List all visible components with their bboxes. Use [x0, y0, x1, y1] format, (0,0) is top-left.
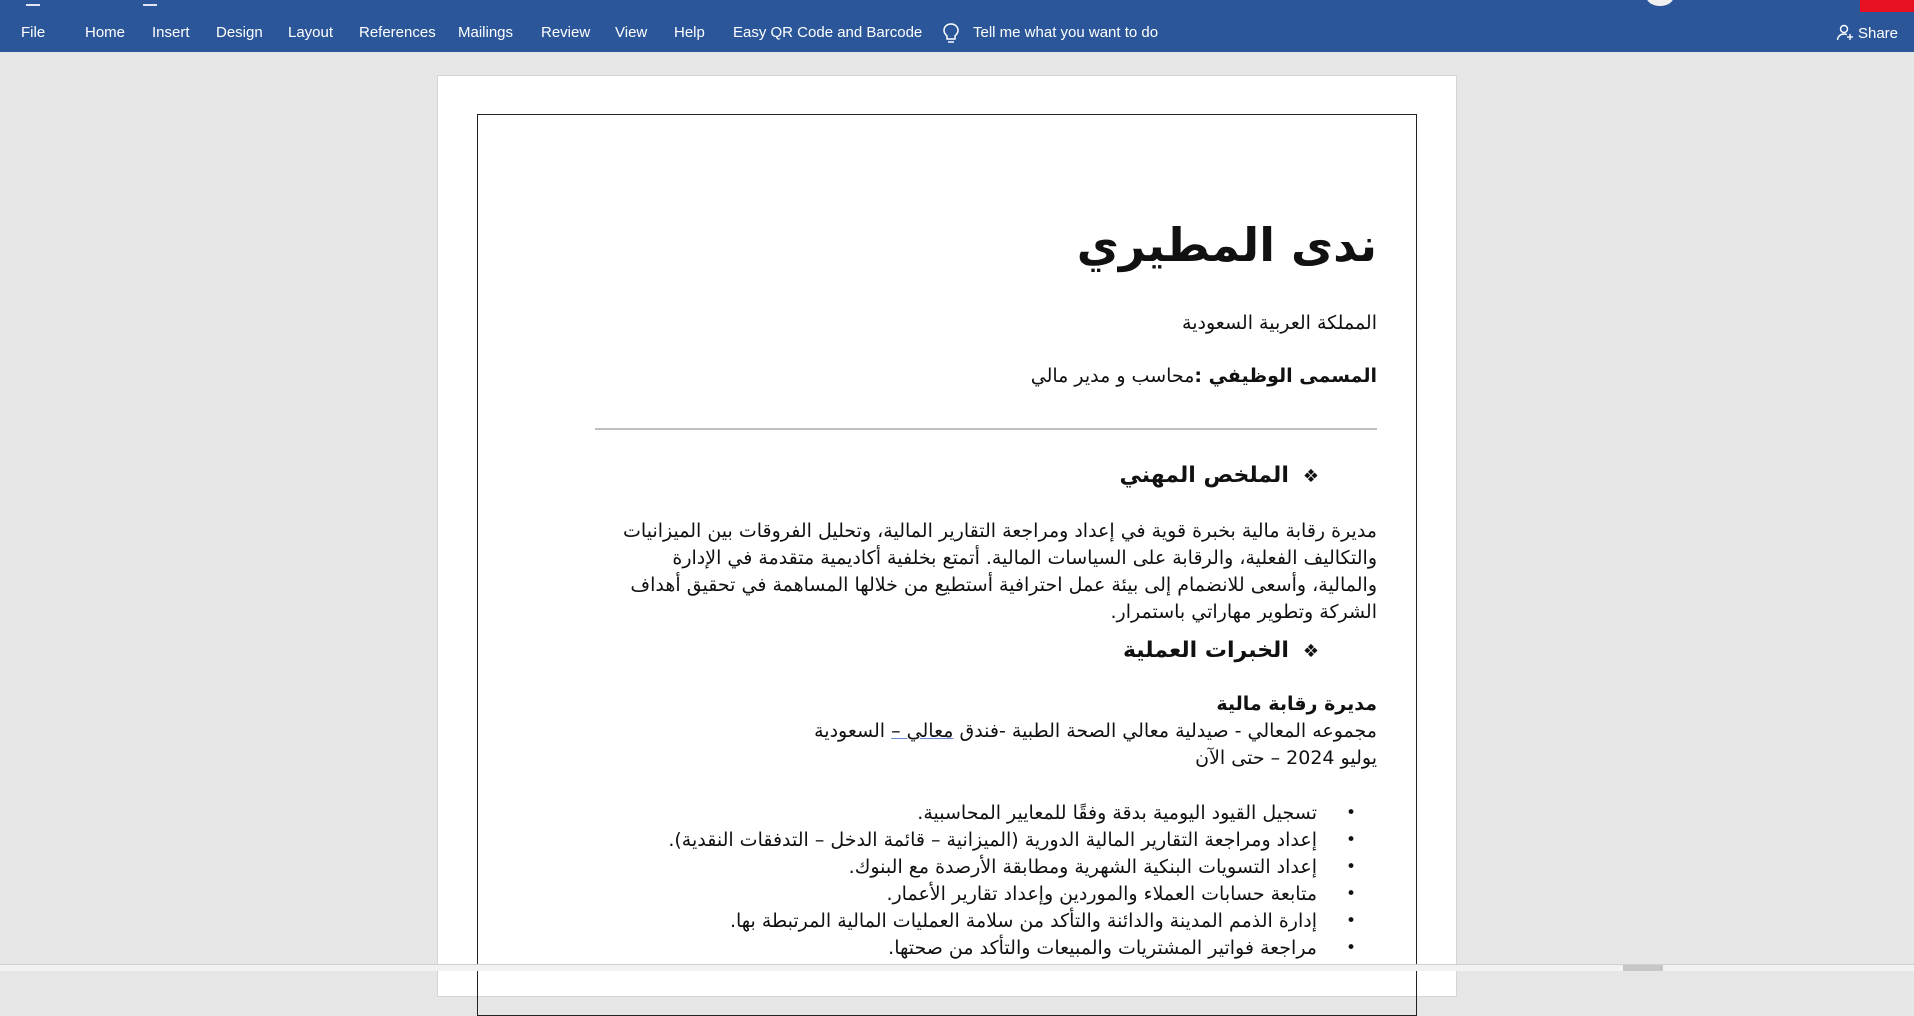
tab-layout[interactable]: Layout: [288, 24, 334, 41]
save-icon[interactable]: [26, 0, 40, 6]
tell-me-search[interactable]: Tell me what you want to do: [973, 24, 1159, 41]
tab-file[interactable]: File: [21, 24, 46, 41]
redo-icon[interactable]: [104, 0, 118, 6]
horizontal-divider: [595, 428, 1377, 430]
table-icon[interactable]: [143, 0, 157, 6]
experience-heading: [1123, 638, 1319, 663]
share-label: Share: [1857, 25, 1898, 42]
page-border: [477, 114, 1417, 1016]
tab-references[interactable]: References: [359, 24, 436, 41]
company-prefix: مجموعه المعالي - صيدلية معالي الصحة الطبية -فندق: [953, 720, 1377, 742]
list-item: • متابعة حسابات العملاء والموردين وإعداد تقارير الأعمار.: [668, 881, 1377, 908]
resume-name: ندى المطيري: [1076, 218, 1377, 272]
lightbulb-icon: [941, 22, 961, 46]
summary-heading: [1119, 463, 1319, 488]
quick-access-toolbar: [0, 0, 1914, 6]
list-item: • إعداد ومراجعة التقارير المالية الدورية (الميزانية – قائمة الدخل – التدفقات النقدية).: [668, 827, 1377, 854]
ribbon-tab-bar: [0, 0, 1914, 52]
list-item: • تسجيل القيود اليومية بدقة وفقًا للمعايير المحاسبية.: [668, 800, 1377, 827]
tab-insert[interactable]: Insert: [152, 24, 190, 41]
role-title: مديرة رقابة مالية: [1216, 693, 1377, 715]
list-item: • إعداد التسويات البنكية الشهرية ومطابقة الأرصدة مع البنوك.: [668, 854, 1377, 881]
scrollbar-thumb[interactable]: [1623, 965, 1663, 971]
tab-help[interactable]: Help: [674, 24, 705, 41]
summary-line: مديرة رقابة مالية بخبرة قوية في إعداد ومراجعة التقارير المالية، وتحليل الفروقات بين الميزانيات: [623, 520, 1377, 542]
company-suffix: السعودية: [814, 720, 892, 742]
share-button[interactable]: [1836, 23, 1898, 45]
company-underlined: معالي –: [891, 720, 954, 742]
person-add-icon: [1836, 23, 1854, 41]
summary-heading-text: الملخص المهني: [1119, 463, 1289, 488]
list-item: • مراجعة فواتير المشتريات والمبيعات والتأكد من صحتها.: [668, 935, 1377, 962]
job-title-label: المسمى الوظيفي :: [1194, 365, 1377, 387]
company-line: [814, 720, 1377, 742]
tab-mailings[interactable]: Mailings: [458, 24, 514, 41]
summary-line: الشركة وتطوير مهاراتي باستمرار.: [1110, 601, 1377, 623]
summary-line: والتكاليف الفعلية، والرقابة على السياسات المالية. أتمتع بخلفية أكاديمية متقدمة في الإدارة: [672, 547, 1377, 569]
undo-icon[interactable]: [62, 0, 76, 6]
close-button[interactable]: [1860, 0, 1914, 12]
tab-home[interactable]: Home: [85, 24, 126, 41]
resume-country: المملكة العربية السعودية: [1182, 312, 1377, 334]
tab-view[interactable]: View: [615, 24, 648, 41]
list-item: • إدارة الذمم المدينة والدائنة والتأكد من سلامة العمليات المالية المرتبطة بها.: [668, 908, 1377, 935]
document-page[interactable]: [437, 75, 1457, 997]
diamond-bullet-icon: ❖: [1302, 641, 1319, 662]
diamond-bullet-icon: ❖: [1302, 466, 1319, 487]
role-period: يوليو 2024 – حتى الآن: [1195, 747, 1377, 769]
summary-paragraph: [595, 518, 1377, 626]
tab-review[interactable]: Review: [541, 24, 591, 41]
experience-heading-text: الخبرات العملية: [1122, 638, 1289, 663]
tab-design[interactable]: Design: [216, 24, 263, 41]
job-title-line: [1031, 365, 1377, 387]
duties-list: [668, 800, 1377, 962]
tab-easy-qr-code[interactable]: Easy QR Code and Barcode: [733, 24, 923, 41]
job-title-value: محاسب و مدير مالي: [1030, 365, 1195, 387]
summary-line: والمالية، وأسعى للانضمام إلى بيئة عمل احترافية أستطيع من خلالها المساهمة في تحقيق أهداف: [630, 574, 1377, 596]
